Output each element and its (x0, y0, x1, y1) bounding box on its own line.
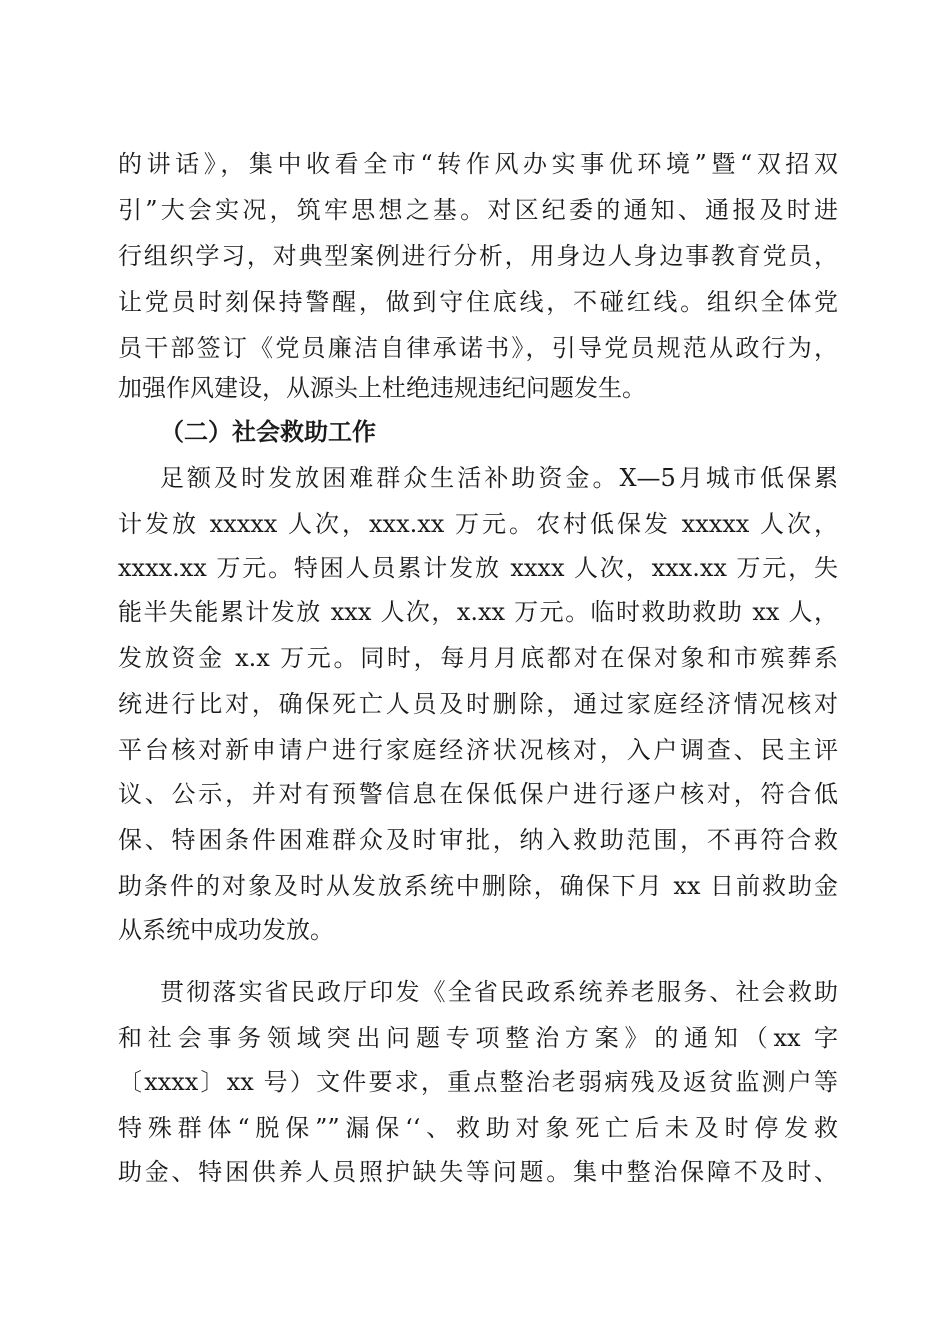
paragraph-first-line: 足额及时发放困难群众生活补助资金。X—5月城市低保累 (160, 464, 838, 492)
body-text-line: 引”大会实况，筑牢思想之基。对区纪委的通知、通报及时进 (118, 196, 838, 224)
body-text-line: 加强作风建设，从源头上杜绝违规违纪问题发生。 (118, 374, 646, 402)
body-text-line: 保、特困条件困难群众及时审批，纳入救助范围，不再符合救 (118, 826, 838, 854)
body-text-line: 发放资金 x.x 万元。同时，每月月底都对在保对象和市殡葬系 (118, 644, 838, 672)
body-text-line: 平台核对新申请户进行家庭经济状况核对，入户调查、民主评 (118, 736, 838, 764)
body-text-line: 统进行比对，确保死亡人员及时删除，通过家庭经济情况核对 (118, 690, 838, 718)
body-text-line: 助条件的对象及时从发放系统中删除，确保下月 xx 日前救助金 (118, 872, 838, 900)
body-text-line: 助金、特困供养人员照护缺失等问题。集中整治保障不及时、 (118, 1158, 838, 1186)
paragraph-first-line: 贯彻落实省民政厅印发《全省民政系统养老服务、社会救助 (160, 978, 838, 1006)
body-text-line: 的讲话》，集中收看全市“转作风办实事优环境”暨“双招双 (118, 150, 838, 178)
body-text-line: 行组织学习，对典型案例进行分析，用身边人身边事教育党员， (118, 242, 838, 270)
body-text-line: 能半失能累计发放 xxx 人次，x.xx 万元。临时救助救助 xx 人， (118, 598, 838, 626)
body-text-line: xxxx.xx 万元。特困人员累计发放 xxxx 人次，xxx.xx 万元，失 (118, 554, 838, 582)
body-text-line: 〔xxxx〕xx 号）文件要求，重点整治老弱病残及返贫监测户等 (118, 1068, 838, 1096)
body-text-line: 和社会事务领域突出问题专项整治方案》的通知（xx 字 (118, 1024, 838, 1052)
body-text-line: 让党员时刻保持警醒，做到守住底线，不碰红线。组织全体党 (118, 288, 838, 316)
body-text-line: 员干部签订《党员廉洁自律承诺书》，引导党员规范从政行为， (118, 334, 838, 362)
body-text-line: 特殊群体“脱保””漏保‘‘、救助对象死亡后未及时停发救 (118, 1114, 838, 1142)
body-text-line: 议、公示，并对有预警信息在保低保户进行逐户核对，符合低 (118, 780, 838, 808)
body-text-line: 计发放 xxxxx 人次，xxx.xx 万元。农村低保发 xxxxx 人次， (118, 510, 838, 538)
section-heading: （二）社会救助工作 (160, 417, 376, 446)
body-text-line: 从系统中成功发放。 (118, 916, 334, 944)
